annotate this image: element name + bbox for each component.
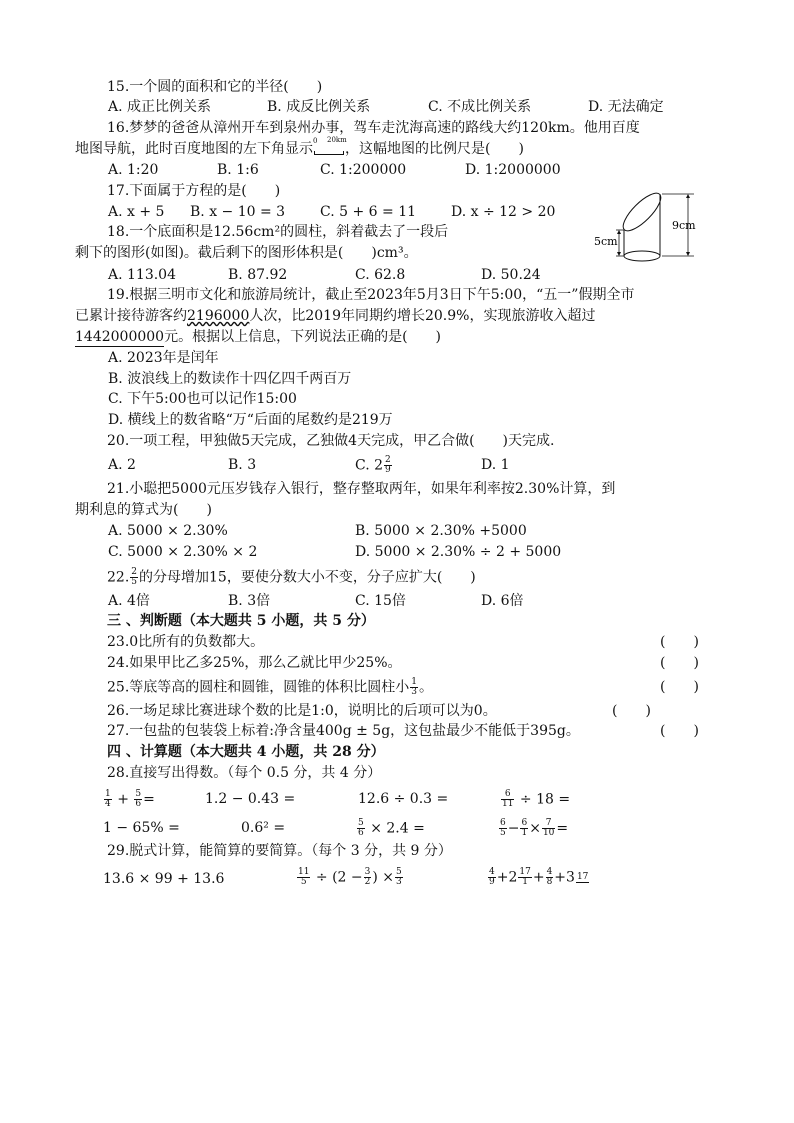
q25: 25.等底等高的圆柱和圆锥，圆锥的体积比圆柱小 $\frac{1}{3}$ 。 — [107, 677, 433, 697]
q21-option-a: A. 5000 × 2.30% — [108, 523, 228, 539]
q29-expr-1: 13.6 × 99 + 13.6 — [103, 871, 225, 887]
q17-option-a: A. x + 5 — [108, 204, 165, 220]
q24-answer-paren: ( ) — [660, 655, 699, 671]
q17-option-c: C. 5 + 6 = 11 — [320, 204, 417, 220]
q21-option-d: D. 5000 × 2.30% ÷ 2 + 5000 — [355, 544, 562, 560]
q21-stem-a: 21.小聪把5000元压岁钱存入银行，整存整取两年，如果年利率按2.30%计算，到 — [107, 481, 616, 497]
q27: 27.一包盐的包装袋上标着:净含量400g ± 5g，这包盐最少不能低于395g。 — [107, 723, 580, 739]
q18-stem-a: 18.一个底面积是12.56cm²的圆柱，斜着截去了一段后 — [107, 224, 449, 240]
q28-item-4: $\frac{6}{11}$ ÷ 18 = — [502, 789, 571, 809]
q22-option-a: A. 4倍 — [108, 593, 150, 609]
fig-left-label: 5cm — [594, 235, 618, 248]
q16-option-d: D. 1:2000000 — [465, 162, 561, 178]
q28-item-8: $\frac{6}{5}$ − $\frac{6}{1}$ × $\frac{7}{10}$ = — [500, 818, 569, 838]
q18-option-b: B. 87.92 — [228, 267, 288, 283]
section-4-heading: 四 、计算题（本大题共 4 小题，共 28 分） — [107, 744, 385, 760]
q28-item-5: 1 − 65% = — [103, 820, 180, 836]
q29-stem: 29.脱式计算，能简算的要简算。（每个 3 分，共 9 分） — [107, 843, 452, 859]
q19-option-b: B. 波浪线上的数读作十四亿四千两百万 — [108, 371, 352, 387]
q17-option-b: B. x − 10 = 3 — [190, 204, 286, 220]
q18-option-d: D. 50.24 — [481, 267, 541, 283]
q15-option-c: C. 不成比例关系 — [428, 99, 532, 115]
q19-option-d: D. 横线上的数省略“万“后面的尾数约是219万 — [108, 412, 393, 428]
q28-item-3: 12.6 ÷ 0.3 = — [358, 791, 449, 807]
q15-option-d: D. 无法确定 — [588, 99, 664, 115]
q26-answer-paren: ( ) — [612, 703, 651, 719]
q23: 23.0比所有的负数都大。 — [107, 634, 265, 650]
q19-stem-a: 19.根据三明市文化和旅游局统计，截止至2023年5月3日下午5:00，“五一”假期全市 — [107, 287, 635, 303]
q26: 26.一场足球比赛进球个数的比是1:0，说明比的后项可以为0。 — [107, 703, 497, 719]
q28-item-7: $\frac{5}{6}$ × 2.4 = — [358, 818, 425, 838]
wavy-underlined-number: 2196000 — [187, 308, 250, 324]
q20-option-b: B. 3 — [228, 457, 257, 473]
q20-option-d: D. 1 — [481, 457, 510, 473]
q18-stem-b: 剩下的图形(如图)。截后剩下的图形体积是( )cm³。 — [75, 245, 418, 261]
q22-option-d: D. 6倍 — [481, 593, 524, 609]
q20-option-c: C. 2 $\frac{2}{9}$ — [355, 455, 391, 475]
section-3-heading: 三 、判断题（本大题共 5 小题，共 5 分） — [107, 613, 375, 629]
q16-stem-a: 16.梦梦的爸爸从漳州开车到泉州办事，驾车走沈海高速的路线大约120km。他用百度 — [107, 120, 640, 136]
q29-expr-2: $\frac{11}{5}$ ÷ (2 − $\frac{3}{2}$ ) × $\frac{5}{3}$ — [298, 867, 402, 887]
q19-option-a: A. 2023年是闰年 — [108, 350, 219, 366]
q23-answer-paren: ( ) — [660, 634, 699, 650]
q21-option-b: B. 5000 × 2.30% +5000 — [355, 523, 527, 539]
q19-stem-c: 1442000000元。根据以上信息，下列说法正确的是( ) — [75, 329, 442, 345]
q22-stem: 22. $\frac{2}{5}$ 的分母增加15，要使分数大小不变，分子应扩大( ) — [107, 567, 476, 587]
q28-stem: 28.直接写出得数。（每个 0.5 分，共 4 分） — [107, 765, 382, 781]
q16-stem-b: 地图导航，此时百度地图的左下角显示 0 20km ，这幅地图的比例尺是( ) — [75, 136, 524, 157]
q20-stem: 20.一项工程，甲独做5天完成，乙独做4天完成，甲乙合做( )天完成. — [107, 433, 555, 449]
cut-cylinder-figure — [590, 186, 710, 268]
q27-answer-paren: ( ) — [660, 723, 699, 739]
q28-item-1: $\frac{1}{4}$ + $\frac{5}{6}$ = — [105, 789, 155, 809]
scale-zero: 0 — [313, 137, 318, 145]
q24: 24.如果甲比乙多25%，那么乙就比甲少25%。 — [107, 655, 402, 671]
q19-option-c: C. 下午5:00也可以记作15:00 — [108, 391, 297, 407]
q29-expr-3: $\frac{4}{9}$ +2 $\frac{17}{1}$ + $\frac{4}{8}$ +3 17 — [489, 867, 589, 887]
q20-option-a: A. 2 — [108, 457, 136, 473]
q15-option-b: B. 成反比例关系 — [267, 99, 371, 115]
fig-right-label: 9cm — [672, 219, 696, 232]
q17-stem: 17.下面属于方程的是( ) — [107, 183, 281, 199]
q16-option-a: A. 1:20 — [108, 162, 159, 178]
q18-option-c: C. 62.8 — [355, 267, 406, 283]
scale-length: 20km — [327, 136, 347, 144]
underlined-number: 1442000000 — [75, 329, 165, 345]
q16-option-c: C. 1:200000 — [320, 162, 407, 178]
q18-option-a: A. 113.04 — [108, 267, 176, 283]
q15-stem: 15.一个圆的面积和它的半径( ) — [107, 79, 323, 95]
q15-option-a: A. 成正比例关系 — [108, 99, 212, 115]
q21-option-c: C. 5000 × 2.30% × 2 — [108, 544, 258, 560]
q28-item-2: 1.2 − 0.43 = — [205, 791, 296, 807]
q28-item-6: 0.6² = — [241, 820, 286, 836]
q17-option-d: D. x ÷ 12 > 20 — [451, 204, 556, 220]
q19-stem-b: 已累计接待游客约2196000人次，比2019年同期约增长20.9%，实现旅游收入超过 — [75, 308, 596, 324]
q16-option-b: B. 1:6 — [217, 162, 259, 178]
q22-option-c: C. 15倍 — [355, 593, 406, 609]
q22-option-b: B. 3倍 — [228, 593, 271, 609]
scale-bar-icon — [313, 136, 347, 158]
q25-answer-paren: ( ) — [660, 679, 699, 695]
q21-stem-b: 期利息的算式为( ) — [75, 502, 212, 518]
